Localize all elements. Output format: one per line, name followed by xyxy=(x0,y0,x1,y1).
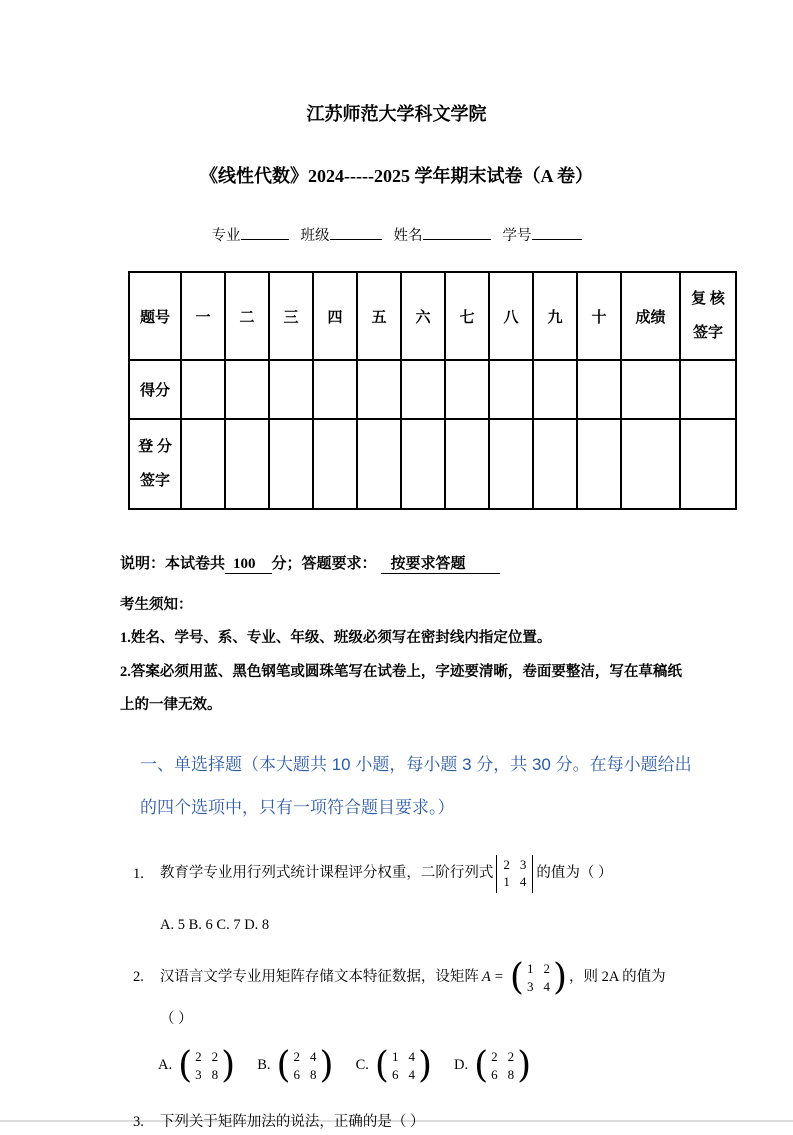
score-cell-empty xyxy=(680,360,736,419)
left-paren-glyph: ( xyxy=(474,1044,489,1086)
class-blank xyxy=(330,225,382,240)
name-field xyxy=(394,228,503,244)
option-matrix xyxy=(276,1044,334,1086)
score-cell-empty xyxy=(313,360,357,419)
matrix-cell: 8 xyxy=(310,1066,317,1082)
matrix-a-grid xyxy=(524,960,553,995)
left-paren-glyph: ( xyxy=(276,1044,291,1086)
question-3 xyxy=(133,1111,753,1134)
option-matrix xyxy=(178,1044,236,1086)
question-3-number: 3. xyxy=(133,1114,144,1131)
left-paren-glyph: ( xyxy=(509,956,524,998)
sign-cell-empty xyxy=(489,419,533,509)
major-label: 专业 xyxy=(211,228,241,244)
question-2 xyxy=(133,956,753,998)
question-2-text-after: ，则 2A 的值为 xyxy=(569,969,666,986)
class-label: 班级 xyxy=(300,228,330,244)
score-table-header-cell: 三 xyxy=(269,272,313,360)
score-table-corner-cell: 题号 xyxy=(129,272,181,360)
student-id-blank xyxy=(532,225,582,240)
option-label: C. xyxy=(355,1057,369,1074)
score-cell-empty xyxy=(577,360,621,419)
candidate-notice xyxy=(120,589,692,722)
score-cell-empty xyxy=(181,360,225,419)
score-cell-empty xyxy=(533,360,577,419)
right-paren-glyph: ) xyxy=(517,1044,532,1086)
question-1-text-after: 的值为（ ） xyxy=(536,865,613,882)
question-2-answer-blank: （ ） xyxy=(160,1011,193,1028)
determinant xyxy=(496,855,533,893)
right-paren-glyph: ) xyxy=(319,1044,334,1086)
option-matrix xyxy=(474,1044,532,1086)
class-field xyxy=(301,228,394,244)
score-cell-empty xyxy=(445,360,489,419)
major-blank xyxy=(241,225,289,240)
score-table-header-cell: 一 xyxy=(181,272,225,360)
score-cell-empty xyxy=(269,360,313,419)
major-field xyxy=(212,228,301,244)
review-header-line2: 签字 xyxy=(692,325,723,341)
question-3-text: 下列关于矩阵加法的说法，正确的是（ ） xyxy=(159,1114,425,1131)
matrix-cell: 6 xyxy=(293,1066,301,1082)
option-matrix-grid xyxy=(488,1048,517,1083)
matrix-variable: A xyxy=(481,969,491,986)
question-2-number: 2. xyxy=(133,969,144,986)
left-paren-glyph: ( xyxy=(374,1044,389,1086)
sign-cell-empty xyxy=(313,419,357,509)
det-cell: 2 xyxy=(503,857,510,873)
q2-option-d xyxy=(453,1044,533,1086)
matrix-cell: 2 xyxy=(195,1049,202,1065)
matrix-cell: 2 xyxy=(211,1049,219,1065)
score-table-header-cell: 五 xyxy=(357,272,401,360)
score-table-header-cell: 四 xyxy=(313,272,357,360)
question-1-options: A. 5 B. 6 C. 7 D. 8 xyxy=(160,917,270,934)
matrix-cell: 6 xyxy=(491,1066,498,1082)
question-1 xyxy=(133,855,753,893)
matrix-cell: 3 xyxy=(526,978,534,994)
right-paren-glyph: ) xyxy=(417,1044,432,1086)
score-cell-empty xyxy=(489,360,533,419)
equals-sign: = xyxy=(494,969,503,986)
option-matrix-grid xyxy=(389,1048,418,1083)
student-id-label: 学号 xyxy=(502,228,532,244)
option-label: B. xyxy=(257,1057,271,1074)
total-points: 100 xyxy=(225,556,272,574)
matrix-a xyxy=(509,956,568,998)
q2-option-b xyxy=(257,1044,335,1086)
matrix-cell: 8 xyxy=(211,1066,219,1082)
note-prefix: 说明：本试卷共 xyxy=(120,556,226,572)
matrix-cell: 1 xyxy=(526,961,534,977)
review-header-line1: 复 核 xyxy=(691,290,725,307)
score-table-points-row xyxy=(129,360,736,419)
score-table-header-cell: 九 xyxy=(533,272,577,360)
sign-cell-empty xyxy=(225,419,269,509)
question-2-text: 汉语言文学专业用矩阵存储文本特征数据，设矩阵 xyxy=(159,969,479,986)
option-matrix xyxy=(374,1044,432,1086)
right-paren-glyph: ) xyxy=(552,956,568,998)
score-table-header-cell: 二 xyxy=(225,272,269,360)
det-cell: 4 xyxy=(519,874,527,890)
notice-item-1: 1.姓名、学号、系、专业、年级、班级必须写在密封线内指定位置。 xyxy=(120,630,552,647)
sign-row-label-line2: 签字 xyxy=(139,473,170,489)
matrix-cell: 2 xyxy=(543,961,550,977)
score-table-header-cell: 七 xyxy=(445,272,489,360)
matrix-cell: 8 xyxy=(507,1066,515,1082)
matrix-cell: 6 xyxy=(391,1066,399,1082)
score-cell-empty xyxy=(401,360,445,419)
sign-cell-empty xyxy=(181,419,225,509)
score-table-sign-row xyxy=(129,419,736,509)
section1-heading: 一、单选择题（本大题共 10 小题，每小题 3 分，共 30 分。在每小题给出的四个选项中，只有一项符合题目要求。） xyxy=(140,755,692,817)
option-matrix-grid xyxy=(291,1048,320,1083)
score-cell-empty xyxy=(225,360,269,419)
score-table-header-cell: 六 xyxy=(401,272,445,360)
matrix-cell: 4 xyxy=(543,978,550,994)
score-table-score-header-cell: 成绩 xyxy=(621,272,680,360)
name-label: 姓名 xyxy=(393,228,423,244)
score-cell-empty xyxy=(357,360,401,419)
det-cell: 1 xyxy=(503,874,510,890)
option-label: A. xyxy=(158,1057,173,1074)
option-matrix-grid xyxy=(192,1048,221,1083)
page-title: 江苏师范大学科文学院 xyxy=(306,104,487,124)
exam-note xyxy=(120,552,793,573)
page-subtitle: 《线性代数》2024-----2025 学年期末试卷（A 卷） xyxy=(200,166,593,186)
notice-title: 考生须知： xyxy=(120,597,193,613)
score-table-header-cell: 十 xyxy=(577,272,621,360)
right-paren-glyph: ) xyxy=(221,1044,236,1086)
score-table xyxy=(128,271,737,510)
det-cell: 3 xyxy=(519,857,527,873)
question-1-text: 教育学专业用行列式统计课程评分权重，二阶行列式 xyxy=(159,865,494,882)
sign-cell-empty xyxy=(680,419,736,509)
score-table-header-row xyxy=(129,272,736,360)
score-cell-empty xyxy=(621,360,680,419)
sign-cell-empty xyxy=(357,419,401,509)
name-blank xyxy=(423,225,491,240)
matrix-cell: 4 xyxy=(408,1049,415,1065)
q2-option-c xyxy=(355,1044,434,1086)
sign-cell-empty xyxy=(445,419,489,509)
matrix-cell: 4 xyxy=(310,1049,317,1065)
matrix-cell: 3 xyxy=(195,1066,202,1082)
points-row-label: 得分 xyxy=(129,360,181,419)
option-label: D. xyxy=(453,1057,469,1074)
sign-cell-empty xyxy=(269,419,313,509)
matrix-cell: 4 xyxy=(408,1066,415,1082)
question-1-number: 1. xyxy=(133,865,144,882)
note-middle: 分；答题要求： xyxy=(271,556,377,572)
score-table-header-cell: 八 xyxy=(489,272,533,360)
matrix-cell: 2 xyxy=(293,1049,301,1065)
answer-requirement: 按要求答题 xyxy=(381,556,500,574)
sign-row-label xyxy=(129,419,181,509)
matrix-cell: 2 xyxy=(491,1049,498,1065)
sign-cell-empty xyxy=(533,419,577,509)
sign-cell-empty xyxy=(401,419,445,509)
left-paren-glyph: ( xyxy=(178,1044,193,1086)
student-info-line xyxy=(0,224,793,245)
q2-option-a xyxy=(158,1044,237,1086)
sign-cell-empty xyxy=(577,419,621,509)
matrix-cell: 2 xyxy=(507,1049,515,1065)
matrix-cell: 1 xyxy=(391,1049,399,1065)
sign-cell-empty xyxy=(621,419,680,509)
notice-item-2: 2.答案必须用蓝、黑色钢笔或圆珠笔写在试卷上，字迹要清晰，卷面要整洁，写在草稿纸上的一律无效。 xyxy=(120,663,682,714)
score-table-review-header-cell xyxy=(680,272,736,360)
question-2-options xyxy=(158,1044,793,1086)
sign-row-label-line1: 登 分 xyxy=(138,438,172,455)
student-id-field xyxy=(503,228,582,244)
